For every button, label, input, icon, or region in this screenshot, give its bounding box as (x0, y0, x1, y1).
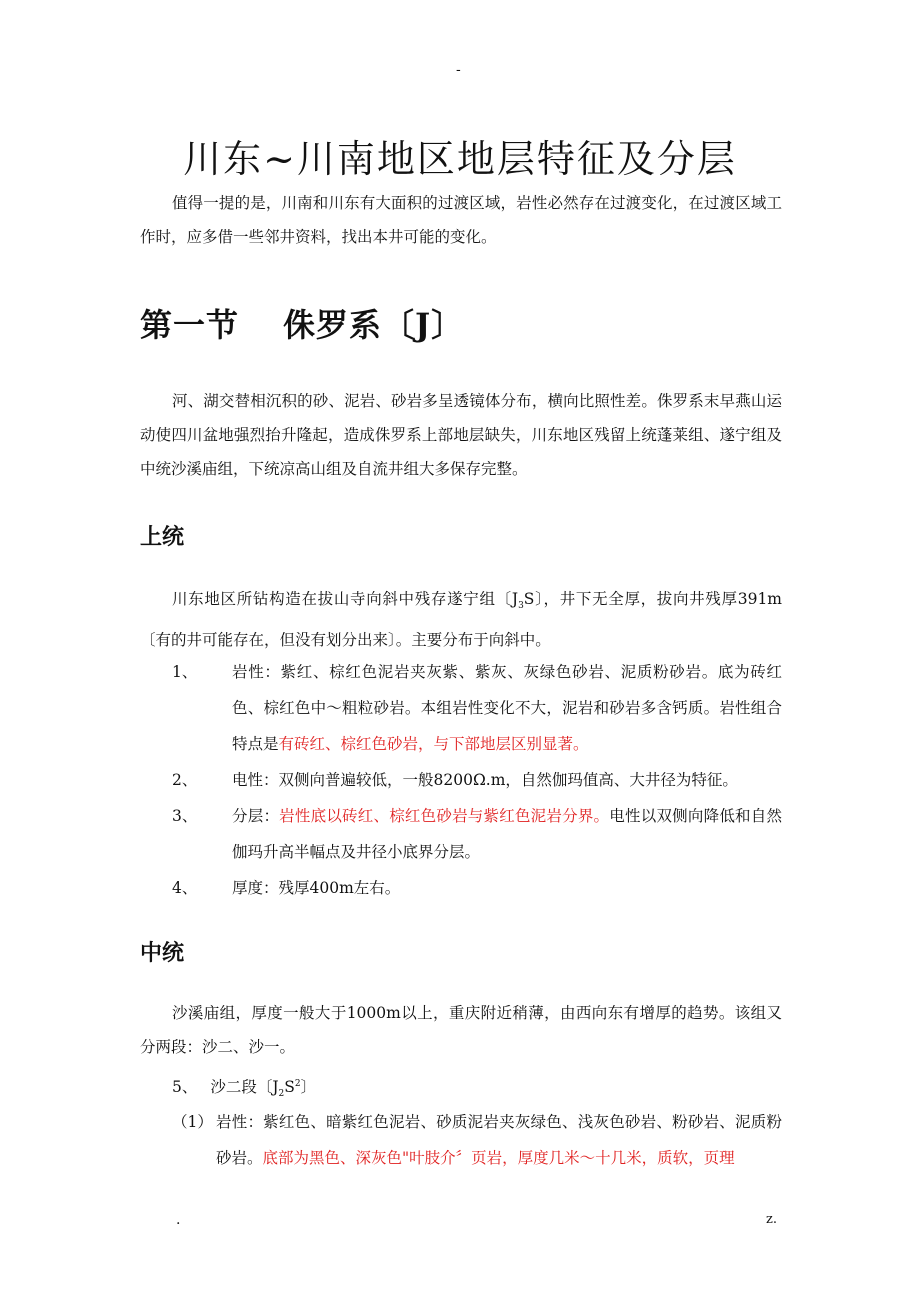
list-item: （1） 岩性：紫红色、暗紫红色泥岩、砂质泥岩夹灰绿色、浅灰色砂岩、粉砂岩、泥质粉砂岩。底部为黑色、深灰色"叶肢介〞页岩，厚度几米～十几米，质软，页理 (172, 1113, 782, 1167)
intro-paragraph: 值得一提的是，川南和川东有大面积的过渡区域，岩性必然存在过渡变化，在过渡区域工作时，应多借一些邻井资料，找出本井可能的变化。 (140, 194, 782, 246)
list-item: 2、 电性：双侧向普遍较低，一般8200Ω.m，自然伽玛值高、大井径为特征。 (172, 771, 738, 789)
section-heading (140, 300, 464, 346)
page-title: 川东~川南地区地层特征及分层 (183, 137, 737, 181)
footer-left: . (176, 1212, 181, 1228)
upper-intro: 川东地区所钻构造在拔山寺向斜中残存遂宁组〔$J_3S$〕，井下无全厚，拔向井残厚391m〔有的井可能存在，但没有划分出来〕。主要分布于向斜中。 (140, 590, 783, 650)
upper-heading: 上统 (140, 524, 185, 550)
middle-intro: 沙溪庙组，厚度一般大于1000m以上，重庆附近稍薄，由西向东有增厚的趋势。该组又分两段：沙二、沙一。 (140, 1004, 782, 1056)
header-mark: - (456, 62, 461, 78)
list-item: 3、 分层：岩性底以砖红、棕红色砂岩与紫红色泥岩分界。电性以双侧向降低和自然伽玛升高半幅点及井径小底界分层。 (172, 807, 782, 861)
section-title: 侏罗系〔J〕 (283, 306, 465, 344)
middle-heading: 中统 (140, 940, 185, 966)
section-number: 第一节 (140, 306, 240, 344)
footer-right: z. (766, 1212, 777, 1227)
list-item: 4、 厚度：残厚400m左右。 (172, 879, 401, 897)
list-item: 1、 岩性：紫红、棕红色泥岩夹灰紫、紫灰、灰绿色砂岩、泥质粉砂岩。底为砖红色、棕红色中～粗粒砂岩。本组岩性变化不大，泥岩和砂岩多含钙质。岩性组合特点是有砖红、棕红色砂岩，与下部地层区别显著。 (172, 663, 782, 753)
section-paragraph: 河、湖交替相沉积的砂、泥岩、砂岩多呈透镜体分布，横向比照性差。侏罗系末早燕山运动使四川盆地强烈抬升隆起，造成侏罗系上部地层缺失，川东地区残留上统蓬莱组、遂宁组及中统沙溪庙组，下统凉高山组及自流井组大多保存完整。 (140, 392, 782, 478)
list-item: 5、 沙二段〔$J_2S^2$〕 (172, 1078, 317, 1100)
